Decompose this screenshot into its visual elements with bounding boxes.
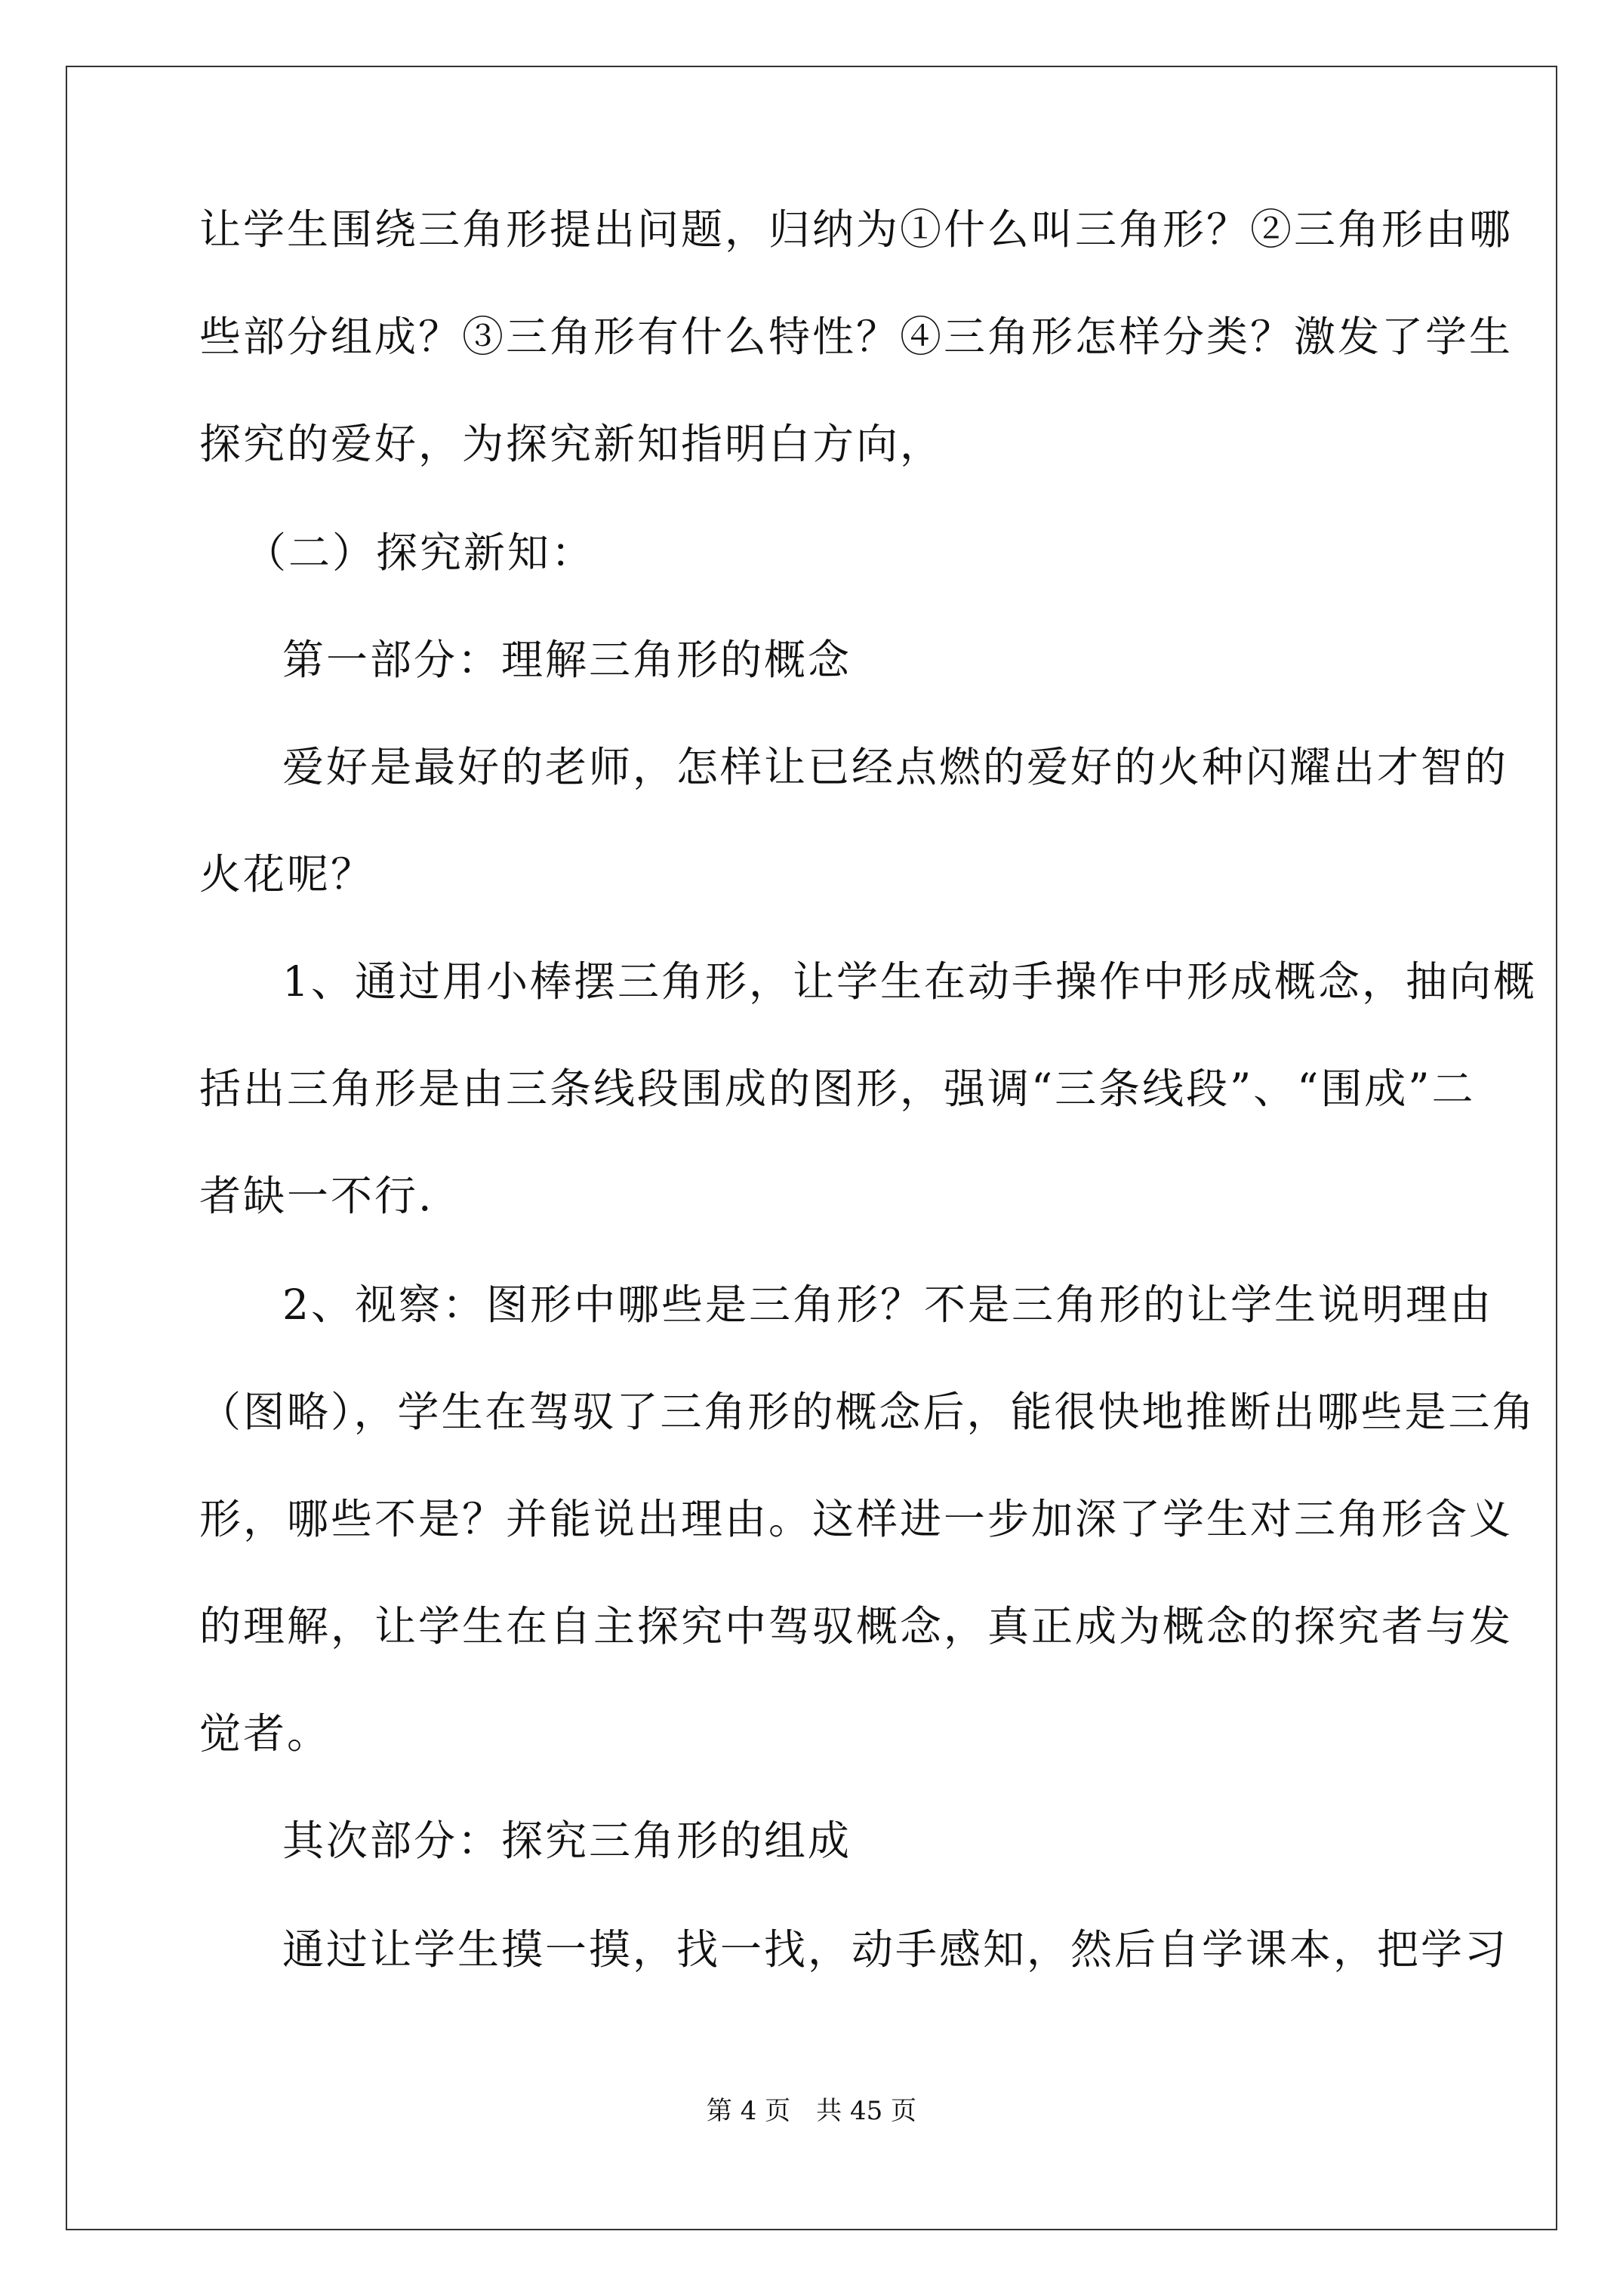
paragraph-line: 的理解，让学生在自主探究中驾驭概念，真正成为概念的探究者与发 xyxy=(199,1602,1514,1650)
paragraph-line: 者缺一不行. xyxy=(199,1172,434,1220)
paragraph-line: 让学生围绕三角形提出问题，归纳为①什么叫三角形？②三角形由哪 xyxy=(199,205,1514,254)
page-border xyxy=(66,66,1557,2230)
page-number-footer: 第 4 页 共 45 页 xyxy=(706,2096,917,2126)
paragraph-line: 2、视察：图形中哪些是三角形？不是三角形的让学生说明理由 xyxy=(282,1281,1493,1329)
paragraph-line: 形，哪些不是？并能说出理由。这样进一步加深了学生对三角形含义 xyxy=(199,1495,1514,1543)
section-heading: （二）探究新知： xyxy=(245,529,596,577)
paragraph-line: 觉者。 xyxy=(199,1709,331,1758)
subsection-heading: 其次部分：探究三角形的组成 xyxy=(282,1817,852,1865)
paragraph-line: 通过让学生摸一摸，找一找，动手感知，然后自学课本，把学习 xyxy=(282,1925,1509,1974)
paragraph-line: 1、通过用小棒摆三角形，让学生在动手操作中形成概念，抽向概 xyxy=(282,957,1537,1006)
paragraph-line: 爱好是最好的老师，怎样让已经点燃的爱好的火种闪耀出才智的 xyxy=(282,743,1509,791)
paragraph-line: 些部分组成？③三角形有什么特性？④三角形怎样分类？激发了学生 xyxy=(199,313,1514,361)
paragraph-line: （图略），学生在驾驭了三角形的概念后，能很快地推断出哪些是三角 xyxy=(199,1388,1536,1436)
subsection-heading: 第一部分：理解三角形的概念 xyxy=(282,636,852,684)
paragraph-line: 括出三角形是由三条线段围成的图形，强调“三条线段”、“围成”二 xyxy=(199,1065,1476,1113)
paragraph-line: 火花呢？ xyxy=(199,850,375,898)
paragraph-line: 探究的爱好，为探究新知指明白方向， xyxy=(199,420,944,468)
